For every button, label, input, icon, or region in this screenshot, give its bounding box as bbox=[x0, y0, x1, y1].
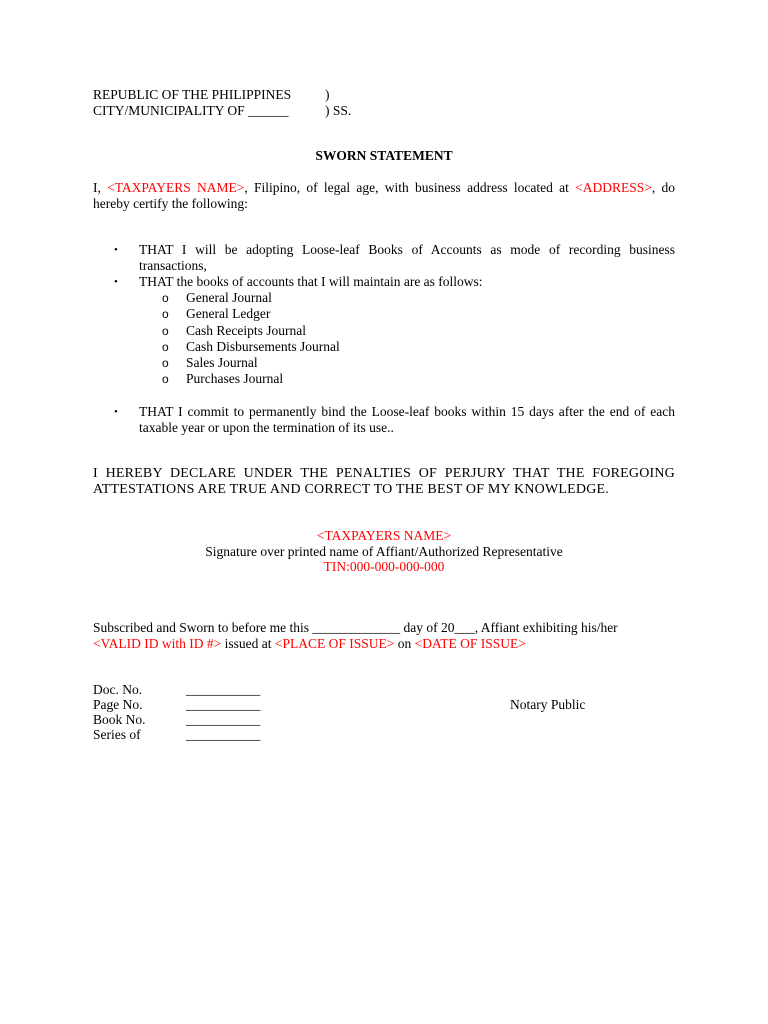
book-item: General Journal bbox=[186, 290, 272, 305]
bullet-bind-books: THAT I commit to permanently bind the Loose-leaf books within 15 days after the end of each taxable year or upon the termination of its use.. bbox=[139, 404, 675, 435]
bullet-marker: • bbox=[114, 406, 118, 418]
address-placeholder: <ADDRESS> bbox=[575, 180, 652, 195]
venue-republic-paren: ) bbox=[325, 87, 330, 102]
tin-placeholder: TIN:000-000-000-000 bbox=[323, 559, 445, 574]
intro-suffix: , do hereby certify the following: bbox=[93, 180, 676, 211]
intro-prefix: I, bbox=[93, 180, 108, 195]
sub-marker: o bbox=[162, 291, 169, 305]
venue-city: CITY/MUNICIPALITY OF ______ bbox=[93, 103, 289, 118]
bullet-loose-leaf: THAT I will be adopting Loose-leaf Books of Accounts as mode of recording business transactions, bbox=[139, 242, 675, 273]
place-of-issue-placeholder: <PLACE OF ISSUE> bbox=[274, 636, 395, 651]
intro-middle: , Filipino, of legal age, with business address located at bbox=[244, 180, 576, 195]
venue-ss: ) SS. bbox=[325, 103, 352, 118]
bullet-books-list-intro: THAT the books of accounts that I will maintain are as follows: bbox=[139, 274, 483, 289]
jurat-line: Subscribed and Sworn to before me this _____________ day of 20___, Affiant exhibiting his/her bbox=[93, 620, 618, 635]
signature-name-placeholder: <TAXPAYERS NAME> bbox=[316, 528, 452, 543]
page-no-blank: ___________ bbox=[186, 697, 261, 712]
signature-caption: Signature over printed name of Affiant/Authorized Representative bbox=[205, 544, 563, 559]
sub-marker: o bbox=[162, 356, 169, 370]
declaration-line-2: ATTESTATIONS ARE TRUE AND CORRECT TO THE BEST OF MY KNOWLEDGE. bbox=[93, 482, 609, 497]
jurat-issued-at: issued at bbox=[221, 636, 275, 651]
book-item: Cash Disbursements Journal bbox=[186, 339, 340, 354]
doc-no-blank: ___________ bbox=[186, 682, 261, 697]
sub-marker: o bbox=[162, 324, 169, 338]
sub-marker: o bbox=[162, 372, 169, 386]
intro-paragraph bbox=[93, 180, 675, 212]
book-no-blank: ___________ bbox=[186, 712, 261, 727]
date-of-issue-placeholder: <DATE OF ISSUE> bbox=[414, 636, 526, 651]
book-item: General Ledger bbox=[186, 306, 271, 321]
page-no-label: Page No. bbox=[93, 697, 143, 712]
jurat-on: on bbox=[394, 636, 415, 651]
document-title: SWORN STATEMENT bbox=[315, 148, 453, 163]
series-of-blank: ___________ bbox=[186, 727, 261, 742]
taxpayer-name-placeholder: <TAXPAYERS NAME> bbox=[107, 180, 245, 195]
valid-id-placeholder: <VALID ID with ID #> bbox=[93, 636, 222, 651]
bullet-marker: • bbox=[114, 276, 118, 288]
book-no-label: Book No. bbox=[93, 712, 146, 727]
notary-public-label: Notary Public bbox=[510, 697, 586, 712]
book-item: Purchases Journal bbox=[186, 371, 284, 386]
book-item: Sales Journal bbox=[186, 355, 258, 370]
sub-marker: o bbox=[162, 340, 169, 354]
declaration-line-1: I HEREBY DECLARE UNDER THE PENALTIES OF PERJURY THAT THE FOREGOING bbox=[93, 466, 675, 481]
book-item: Cash Receipts Journal bbox=[186, 323, 306, 338]
jurat-id-line bbox=[93, 636, 526, 652]
venue-republic: REPUBLIC OF THE PHILIPPINES bbox=[93, 87, 292, 102]
bullet-marker: • bbox=[114, 244, 118, 256]
sub-marker: o bbox=[162, 307, 169, 321]
doc-no-label: Doc. No. bbox=[93, 682, 143, 697]
series-of-label: Series of bbox=[93, 727, 141, 742]
